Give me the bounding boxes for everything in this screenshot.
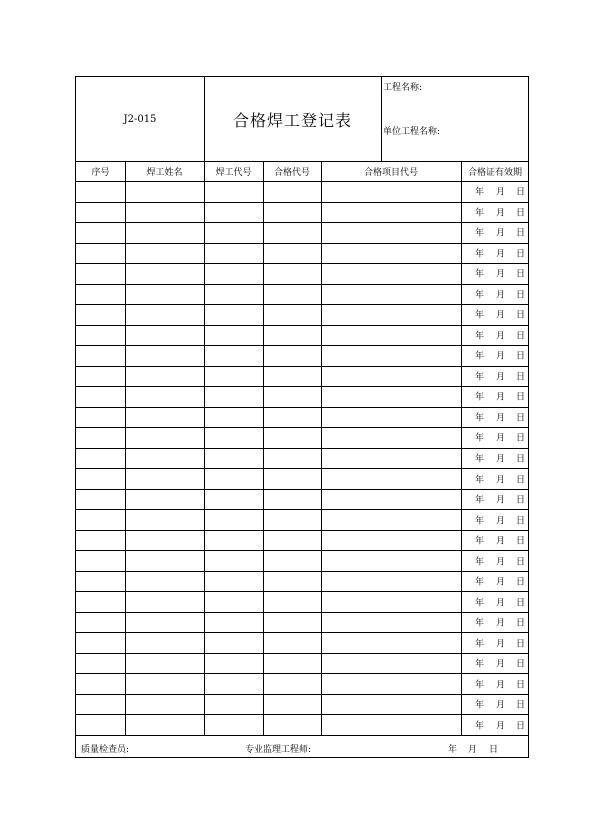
validity-month: 月	[496, 290, 506, 301]
validity-month: 月	[496, 228, 506, 239]
validity-day: 日	[516, 208, 526, 219]
validity-year: 年	[475, 290, 485, 301]
grid-line	[204, 77, 205, 161]
validity-month: 月	[496, 372, 506, 383]
column-header-welder-code: 焊工代号	[215, 168, 252, 178]
validity-month: 月	[496, 187, 506, 198]
footer-month: 月	[468, 745, 478, 755]
table-row	[76, 366, 528, 387]
table-row	[76, 407, 528, 428]
table-row	[76, 509, 528, 530]
table-row	[76, 612, 528, 633]
validity-day: 日	[516, 249, 526, 260]
validity-day: 日	[516, 372, 526, 383]
validity-month: 月	[496, 700, 506, 711]
column-header-welder-name: 焊工姓名	[146, 168, 183, 178]
validity-month: 月	[496, 413, 506, 424]
validity-month: 月	[496, 392, 506, 403]
validity-year: 年	[475, 495, 485, 506]
validity-year: 年	[475, 351, 485, 362]
validity-month: 月	[496, 577, 506, 588]
validity-day: 日	[516, 516, 526, 527]
validity-year: 年	[475, 618, 485, 629]
validity-month: 月	[496, 495, 506, 506]
validity-month: 月	[496, 721, 506, 732]
table-row	[76, 386, 528, 407]
validity-month: 月	[496, 454, 506, 465]
table-row	[76, 714, 528, 735]
footer-year: 年	[448, 745, 458, 755]
table-row	[76, 202, 528, 223]
table-row	[76, 325, 528, 346]
column-header-qualified-code: 合格代号	[273, 168, 310, 178]
register-form	[75, 76, 529, 758]
validity-year: 年	[475, 331, 485, 342]
validity-month: 月	[496, 310, 506, 321]
validity-month: 月	[496, 516, 506, 527]
validity-day: 日	[516, 700, 526, 711]
table-row	[76, 427, 528, 448]
grid-line	[381, 77, 382, 161]
validity-year: 年	[475, 557, 485, 568]
validity-year: 年	[475, 433, 485, 444]
validity-month: 月	[496, 557, 506, 568]
validity-year: 年	[475, 577, 485, 588]
supervisor-engineer-label: 专业监理工程师:	[245, 745, 312, 755]
table-row	[76, 345, 528, 366]
column-header-certificate-validity: 合格证有效期	[467, 168, 522, 178]
validity-month: 月	[496, 331, 506, 342]
validity-day: 日	[516, 187, 526, 198]
validity-month: 月	[496, 351, 506, 362]
validity-day: 日	[516, 659, 526, 670]
validity-month: 月	[496, 639, 506, 650]
table-row	[76, 263, 528, 284]
validity-day: 日	[516, 433, 526, 444]
validity-year: 年	[475, 269, 485, 280]
validity-day: 日	[516, 721, 526, 732]
validity-month: 月	[496, 249, 506, 260]
validity-day: 日	[516, 577, 526, 588]
quality-inspector-label: 质量检查员:	[81, 745, 130, 755]
validity-day: 日	[516, 310, 526, 321]
validity-day: 日	[516, 495, 526, 506]
validity-year: 年	[475, 310, 485, 321]
validity-day: 日	[516, 680, 526, 691]
validity-month: 月	[496, 659, 506, 670]
validity-year: 年	[475, 639, 485, 650]
table-row	[76, 632, 528, 653]
validity-day: 日	[516, 454, 526, 465]
validity-day: 日	[516, 598, 526, 609]
validity-year: 年	[475, 659, 485, 670]
validity-year: 年	[475, 700, 485, 711]
validity-day: 日	[516, 639, 526, 650]
table-row	[76, 591, 528, 612]
validity-year: 年	[475, 516, 485, 527]
table-row	[76, 181, 528, 202]
validity-year: 年	[475, 475, 485, 485]
validity-day: 日	[516, 536, 526, 547]
validity-month: 月	[496, 618, 506, 629]
table-row	[76, 448, 528, 469]
validity-day: 日	[516, 475, 526, 485]
validity-day: 日	[516, 618, 526, 629]
project-name-label: 工程名称:	[383, 83, 423, 93]
table-row	[76, 694, 528, 715]
validity-year: 年	[475, 536, 485, 547]
form-code: J2-015	[123, 113, 157, 125]
table-row	[76, 284, 528, 305]
table-row	[76, 653, 528, 674]
validity-year: 年	[475, 372, 485, 383]
validity-day: 日	[516, 557, 526, 568]
validity-day: 日	[516, 290, 526, 301]
validity-year: 年	[475, 598, 485, 609]
validity-month: 月	[496, 680, 506, 691]
table-row	[76, 673, 528, 694]
column-header-qualified-items: 合格项目代号	[363, 168, 418, 178]
table-row	[76, 550, 528, 571]
grid-line	[76, 735, 528, 736]
validity-day: 日	[516, 351, 526, 362]
validity-year: 年	[475, 721, 485, 732]
table-row	[76, 468, 528, 489]
validity-day: 日	[516, 269, 526, 280]
validity-day: 日	[516, 392, 526, 403]
footer-day: 日	[489, 745, 499, 755]
table-row	[76, 243, 528, 264]
unit-project-label: 单位工程名称:	[383, 127, 441, 137]
form-title: 合格焊工登记表	[232, 110, 352, 130]
validity-year: 年	[475, 454, 485, 465]
validity-month: 月	[496, 598, 506, 609]
validity-day: 日	[516, 331, 526, 342]
validity-month: 月	[496, 433, 506, 444]
validity-year: 年	[475, 208, 485, 219]
validity-month: 月	[496, 208, 506, 219]
validity-year: 年	[475, 413, 485, 424]
validity-day: 日	[516, 228, 526, 239]
validity-year: 年	[475, 249, 485, 260]
table-row	[76, 304, 528, 325]
validity-year: 年	[475, 228, 485, 239]
validity-day: 日	[516, 413, 526, 424]
table-row	[76, 571, 528, 592]
table-row	[76, 530, 528, 551]
validity-year: 年	[475, 392, 485, 403]
validity-month: 月	[496, 475, 506, 485]
table-row	[76, 222, 528, 243]
validity-year: 年	[475, 680, 485, 691]
validity-month: 月	[496, 536, 506, 547]
validity-month: 月	[496, 269, 506, 280]
validity-year: 年	[475, 187, 485, 198]
column-header-index: 序号	[91, 168, 110, 178]
table-row	[76, 489, 528, 510]
